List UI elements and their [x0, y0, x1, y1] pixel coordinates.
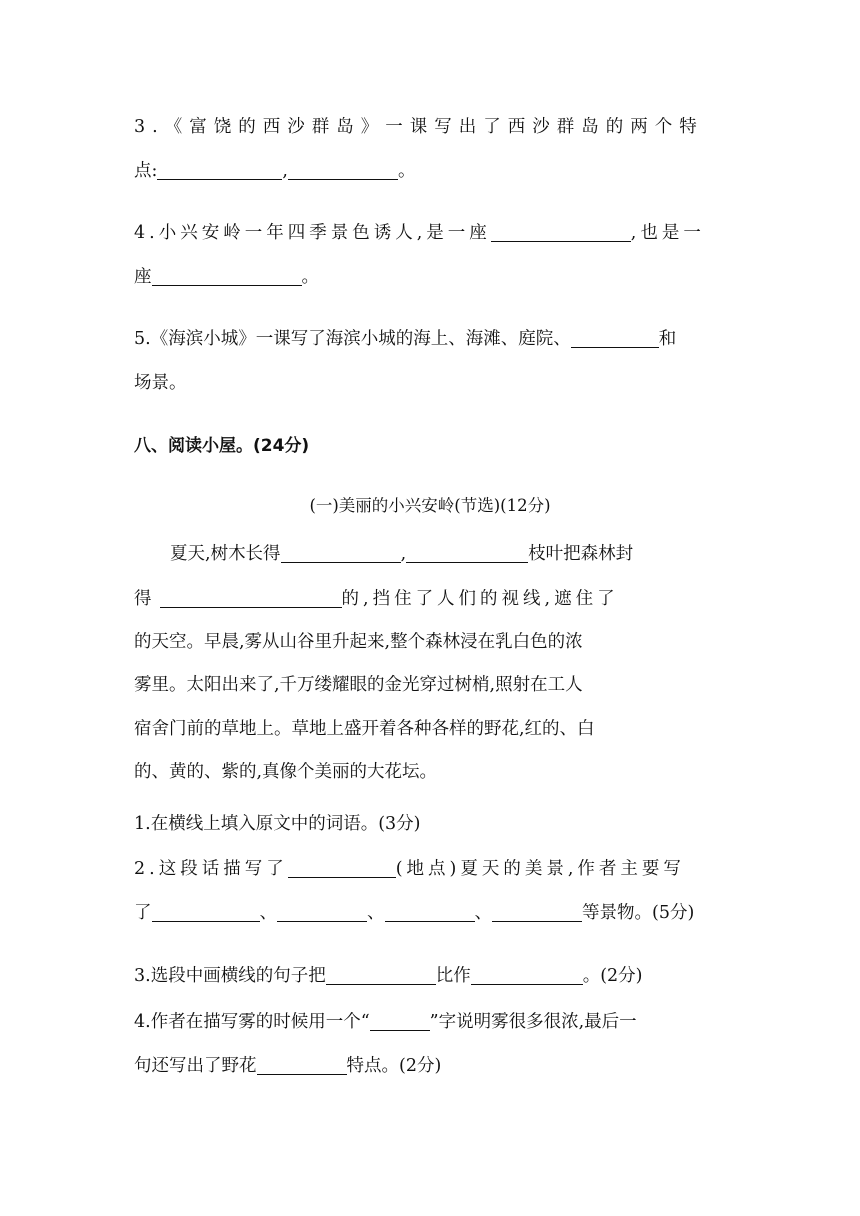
answer-blank[interactable]	[288, 861, 396, 878]
passage-title: (一)美丽的小兴安岭(节选)(12分)	[309, 496, 551, 515]
question-3-line-1: 3.《富饶的西沙群岛》一课写出了西沙群岛的两个特	[134, 117, 704, 137]
answer-blank[interactable]	[277, 905, 367, 922]
answer-blank[interactable]	[326, 968, 436, 985]
passage-line-2: 得 的,挡住了人们的视线,遮住了	[134, 589, 619, 609]
reading-question-1: 1.在横线上填入原文中的词语。(3分)	[134, 814, 421, 834]
answer-blank[interactable]	[160, 591, 342, 608]
reading-question-2-line-1: 2.这段话描写了 (地点)夏天的美景,作者主要写	[134, 859, 685, 879]
section-heading: 八、阅读小屋。(24分)	[134, 436, 310, 456]
answer-blank[interactable]	[257, 1058, 347, 1075]
passage-line-6: 的、黄的、紫的,真像个美丽的大花坛。	[134, 762, 438, 782]
answer-blank[interactable]	[492, 905, 582, 922]
question-4-line-1: 4.小兴安岭一年四季景色诱人,是一座 ,也是一	[134, 223, 705, 243]
answer-blank[interactable]	[152, 269, 302, 286]
passage-line-4: 雾里。太阳出来了,千万缕耀眼的金光穿过树梢,照射在工人	[134, 675, 583, 695]
question-4-line-2: 座 。	[134, 267, 319, 287]
passage-line-3: 的天空。早晨,雾从山谷里升起来,整个森林浸在乳白色的浓	[134, 632, 583, 652]
question-3-line-2: 点: , 。	[134, 161, 416, 181]
answer-blank[interactable]	[571, 331, 659, 348]
answer-blank[interactable]	[157, 163, 282, 180]
answer-blank[interactable]	[471, 968, 583, 985]
question-5-line-2: 场景。	[134, 373, 187, 393]
reading-question-2-line-2: 了 、 、 、 等景物。(5分)	[134, 903, 695, 923]
question-5-line-1: 5.《海滨小城》一课写了海滨小城的海上、海滩、庭院、 和	[134, 329, 677, 349]
answer-blank[interactable]	[385, 905, 475, 922]
answer-blank[interactable]	[491, 225, 631, 242]
reading-question-4-line-2: 句还写出了野花 特点。(2分)	[134, 1056, 442, 1076]
answer-blank[interactable]	[288, 163, 398, 180]
answer-blank[interactable]	[152, 905, 260, 922]
reading-question-3: 3.选段中画横线的句子把 比作 。(2分)	[134, 966, 643, 986]
passage-line-1: 夏天,树木长得 , 枝叶把森林封	[170, 544, 634, 564]
answer-blank[interactable]	[281, 546, 401, 563]
reading-question-4-line-1: 4.作者在描写雾的时候用一个“ ”字说明雾很多很浓,最后一	[134, 1012, 637, 1032]
passage-line-5: 宿舍门前的草地上。草地上盛开着各种各样的野花,红的、白	[134, 719, 595, 739]
answer-blank[interactable]	[370, 1014, 430, 1031]
answer-blank[interactable]	[406, 546, 528, 563]
